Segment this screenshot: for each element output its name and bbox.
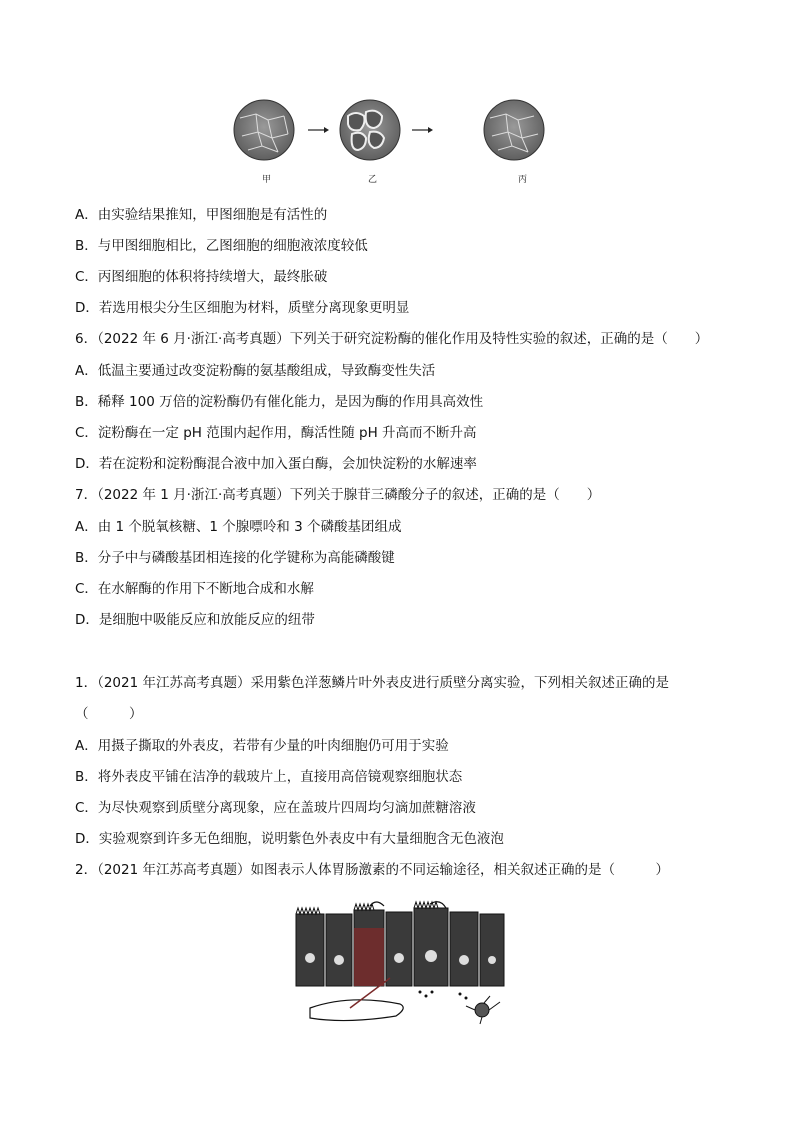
- q1-option-c: C．为尽快观察到质壁分离现象，应在盖玻片四周均匀滴加蔗糖溶液: [75, 800, 476, 816]
- q6-option-c: C．淀粉酶在一定 pH 范围内起作用，酶活性随 pH 升高而不断升高: [75, 425, 477, 441]
- q5-option-c: C．丙图细胞的体积将持续增大，最终胀破: [75, 269, 328, 285]
- q6-option-a: A．低温主要通过改变淀粉酶的氨基酸组成，导致酶变性失活: [75, 363, 436, 379]
- q7-option-d: D．是细胞中吸能反应和放能反应的纽带: [75, 612, 315, 628]
- q7-option-c: C．在水解酶的作用下不断地合成和水解: [75, 581, 314, 597]
- micrograph-yi: [340, 100, 400, 160]
- q6-option-b: B．稀释 100 万倍的淀粉酶仍有催化能力，是因为酶的作用具高效性: [75, 394, 484, 410]
- label-jia: 甲: [262, 175, 272, 185]
- q6-option-d: D．若在淀粉和淀粉酶混合液中加入蛋白酶，会加快淀粉的水解速率: [75, 456, 477, 472]
- label-bing: 丙: [518, 175, 528, 185]
- q1-stem-cont: （ ）: [75, 706, 143, 722]
- q7-stem: 7．（2022 年 1 月·浙江·高考真题）下列关于腺苷三磷酸分子的叙述，正确的是（ ）: [75, 487, 601, 503]
- micrograph-jia: [234, 100, 294, 160]
- micrograph-bing: [478, 96, 550, 188]
- q6-stem: 6．（2022 年 6 月·浙江·高考真题）下列关于研究淀粉酶的催化作用及特性实验的叙述，正确的是（ ）: [75, 331, 709, 347]
- q5-option-b: B．与甲图细胞相比，乙图细胞的细胞液浓度较低: [75, 238, 368, 254]
- q1-option-a: A．用摄子撕取的外表皮，若带有少量的叶肉细胞仍可用于实验: [75, 738, 449, 754]
- gut-hormone-transport-figure: [290, 898, 508, 1026]
- q7-option-a: A．由 1 个脱氧核糖、1 个腺嘌呤和 3 个磷酸基团组成: [75, 519, 402, 535]
- q5-option-d: D．若选用根尖分生区细胞为材料，质壁分离现象更明显: [75, 300, 410, 316]
- q2-stem: 2．（2021 年江苏高考真题）如图表示人体胃肠激素的不同运输途径，相关叙述正确的是（ ）: [75, 862, 669, 878]
- q1-option-d: D．实验观察到许多无色细胞，说明紫色外表皮中有大量细胞含无色液泡: [75, 831, 504, 847]
- q1-option-b: B．将外表皮平铺在洁净的载玻片上，直接用高倍镜观察细胞状态: [75, 769, 463, 785]
- label-yi: 乙: [368, 175, 378, 185]
- q1-stem: 1．（2021 年江苏高考真题）采用紫色洋葱鳞片叶外表皮进行质壁分离实验，下列相关叙述正确的是: [75, 675, 669, 691]
- cell-micrograph-figure: [228, 96, 438, 188]
- q7-option-b: B．分子中与磷酸基团相连接的化学键称为高能磷酸键: [75, 550, 395, 566]
- q5-option-a: A．由实验结果推知，甲图细胞是有活性的: [75, 207, 328, 223]
